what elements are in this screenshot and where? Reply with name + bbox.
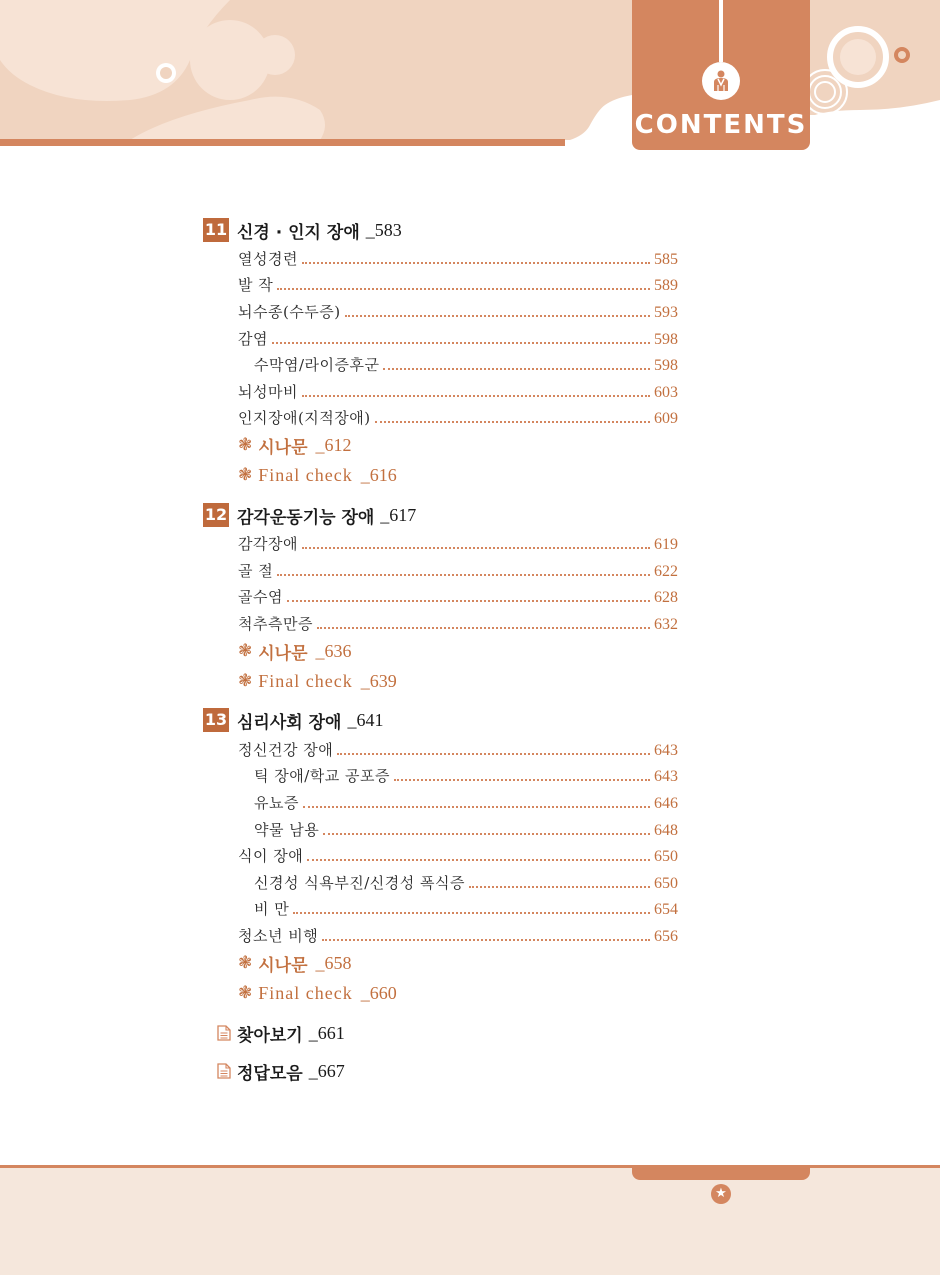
entry-label: 신경성 식욕부진/신경성 폭식증 (254, 874, 465, 892)
dot-leader (337, 752, 650, 755)
toc-subentry[interactable] (254, 871, 678, 893)
entry-label: 인지장애(지적장애) (238, 409, 371, 427)
chapter-title: 신경 · 인지 장애 (237, 222, 360, 243)
chapter-title: 심리사회 장애 (237, 712, 342, 733)
appendix-label: 정답모음 (237, 1063, 303, 1084)
appendix-index[interactable] (217, 1020, 345, 1046)
appendix-label: 찾아보기 (237, 1025, 303, 1046)
toc-entry[interactable] (238, 738, 678, 760)
dot-leader (323, 832, 650, 835)
entry-label: 감염 (238, 330, 268, 348)
flower-icon: ❃ (238, 671, 253, 691)
chapter-page: _617 (380, 504, 417, 525)
dot-leader (272, 341, 650, 344)
flower-icon: ❃ (238, 953, 253, 973)
toc-subentry[interactable] (254, 818, 678, 840)
scenario-label: 시나문 (258, 955, 308, 976)
footer-tab (632, 1168, 810, 1180)
entry-page: 585 (654, 251, 678, 268)
final-check-page: _639 (360, 670, 397, 691)
dot-leader (287, 599, 650, 602)
flower-icon: ❃ (238, 983, 253, 1003)
final-check-label: Final check (258, 464, 353, 485)
entry-page: 654 (654, 901, 678, 918)
toc-entry[interactable] (238, 559, 678, 581)
final-check-link[interactable] (238, 669, 397, 693)
flower-icon: ❃ (238, 465, 253, 485)
toc-subentry[interactable] (254, 764, 678, 786)
entry-page: 648 (654, 822, 678, 839)
toc-entry[interactable] (238, 585, 678, 607)
scenario-page: _658 (315, 952, 352, 973)
scenario-link[interactable] (238, 639, 352, 663)
final-check-label: Final check (258, 670, 353, 691)
entry-page: 632 (654, 616, 678, 633)
scenario-label: 시나문 (258, 437, 308, 458)
chapter-heading[interactable] (203, 707, 383, 733)
entry-label: 뇌성마비 (238, 383, 298, 401)
toc-subentry[interactable] (254, 791, 678, 813)
entry-label: 골 절 (238, 562, 274, 580)
entry-page: 598 (654, 357, 678, 374)
toc-entry[interactable] (238, 380, 678, 402)
toc-entry[interactable] (238, 247, 678, 269)
dot-leader (293, 911, 650, 914)
dot-leader (277, 287, 650, 290)
dot-leader (277, 573, 650, 576)
toc-subentry[interactable] (254, 353, 678, 375)
dot-leader (383, 367, 650, 370)
scenario-page: _612 (315, 434, 352, 455)
appendix-page: _667 (308, 1060, 345, 1081)
document-icon (217, 1063, 231, 1079)
dot-leader (307, 858, 650, 861)
dot-leader (317, 626, 650, 629)
chapter-heading[interactable] (203, 502, 416, 528)
entry-page: 589 (654, 277, 678, 294)
chapter-page: _583 (365, 219, 402, 240)
chapter-page: _641 (347, 709, 384, 730)
toc-entry[interactable] (238, 612, 678, 634)
dot-leader (302, 546, 650, 549)
entry-page: 643 (654, 768, 678, 785)
toc-entry[interactable] (238, 532, 678, 554)
toc-entry[interactable] (238, 406, 678, 428)
star-icon: ★ (711, 1184, 731, 1204)
final-check-link[interactable] (238, 463, 397, 487)
entry-label: 골수염 (238, 588, 283, 606)
toc-entry[interactable] (238, 327, 678, 349)
appendix-page: _661 (308, 1022, 345, 1043)
toc-entry[interactable] (238, 924, 678, 946)
entry-page: 656 (654, 928, 678, 945)
document-icon (217, 1025, 231, 1041)
entry-label: 정신건강 장애 (238, 741, 334, 759)
dot-leader (322, 938, 650, 941)
entry-page: 628 (654, 589, 678, 606)
toc-subentry[interactable] (254, 897, 678, 919)
entry-label: 척추측만증 (238, 615, 313, 633)
entry-page: 619 (654, 536, 678, 553)
appendix-answers[interactable] (217, 1058, 345, 1084)
flower-icon: ❃ (238, 435, 253, 455)
footer-background (0, 1168, 940, 1275)
entry-label: 청소년 비행 (238, 927, 319, 945)
entry-label: 뇌수종(수두증) (238, 303, 341, 321)
entry-label: 열성경련 (238, 250, 298, 268)
final-check-label: Final check (258, 982, 353, 1003)
entry-label: 틱 장애/학교 공포증 (254, 767, 391, 785)
dot-leader (303, 805, 650, 808)
entry-page: 650 (654, 848, 678, 865)
page-title: CONTENTS (634, 110, 808, 140)
toc-entry[interactable] (238, 844, 678, 866)
scenario-link[interactable] (238, 951, 352, 975)
dot-leader (394, 778, 650, 781)
flower-icon: ❃ (238, 641, 253, 661)
entry-page: 622 (654, 563, 678, 580)
entry-label: 식이 장애 (238, 847, 304, 865)
entry-label: 감각장애 (238, 535, 298, 553)
entry-page: 598 (654, 331, 678, 348)
toc-entry[interactable] (238, 273, 678, 295)
entry-page: 609 (654, 410, 678, 427)
entry-label: 발 작 (238, 276, 274, 294)
chapter-number: 11 (203, 218, 229, 242)
entry-label: 비 만 (254, 900, 290, 918)
entry-label: 약물 남용 (254, 821, 320, 839)
dot-leader (302, 394, 650, 397)
entry-page: 650 (654, 875, 678, 892)
chapter-title: 감각운동기능 장애 (237, 507, 375, 528)
entry-label: 수막염/라이증후군 (254, 356, 380, 374)
entry-page: 593 (654, 304, 678, 321)
final-check-page: _660 (360, 982, 397, 1003)
dot-leader (469, 885, 650, 888)
entry-label: 유뇨증 (254, 794, 299, 812)
toc-entry[interactable] (238, 300, 678, 322)
chapter-number: 13 (203, 708, 229, 732)
entry-page: 603 (654, 384, 678, 401)
dot-leader (345, 314, 650, 317)
scenario-link[interactable] (238, 433, 352, 457)
entry-page: 646 (654, 795, 678, 812)
final-check-link[interactable] (238, 981, 397, 1005)
chapter-number: 12 (203, 503, 229, 527)
final-check-page: _616 (360, 464, 397, 485)
dot-leader (375, 420, 650, 423)
scenario-label: 시나문 (258, 643, 308, 664)
dot-leader (302, 261, 650, 264)
entry-page: 643 (654, 742, 678, 759)
chapter-heading[interactable] (203, 217, 402, 243)
scenario-page: _636 (315, 640, 352, 661)
